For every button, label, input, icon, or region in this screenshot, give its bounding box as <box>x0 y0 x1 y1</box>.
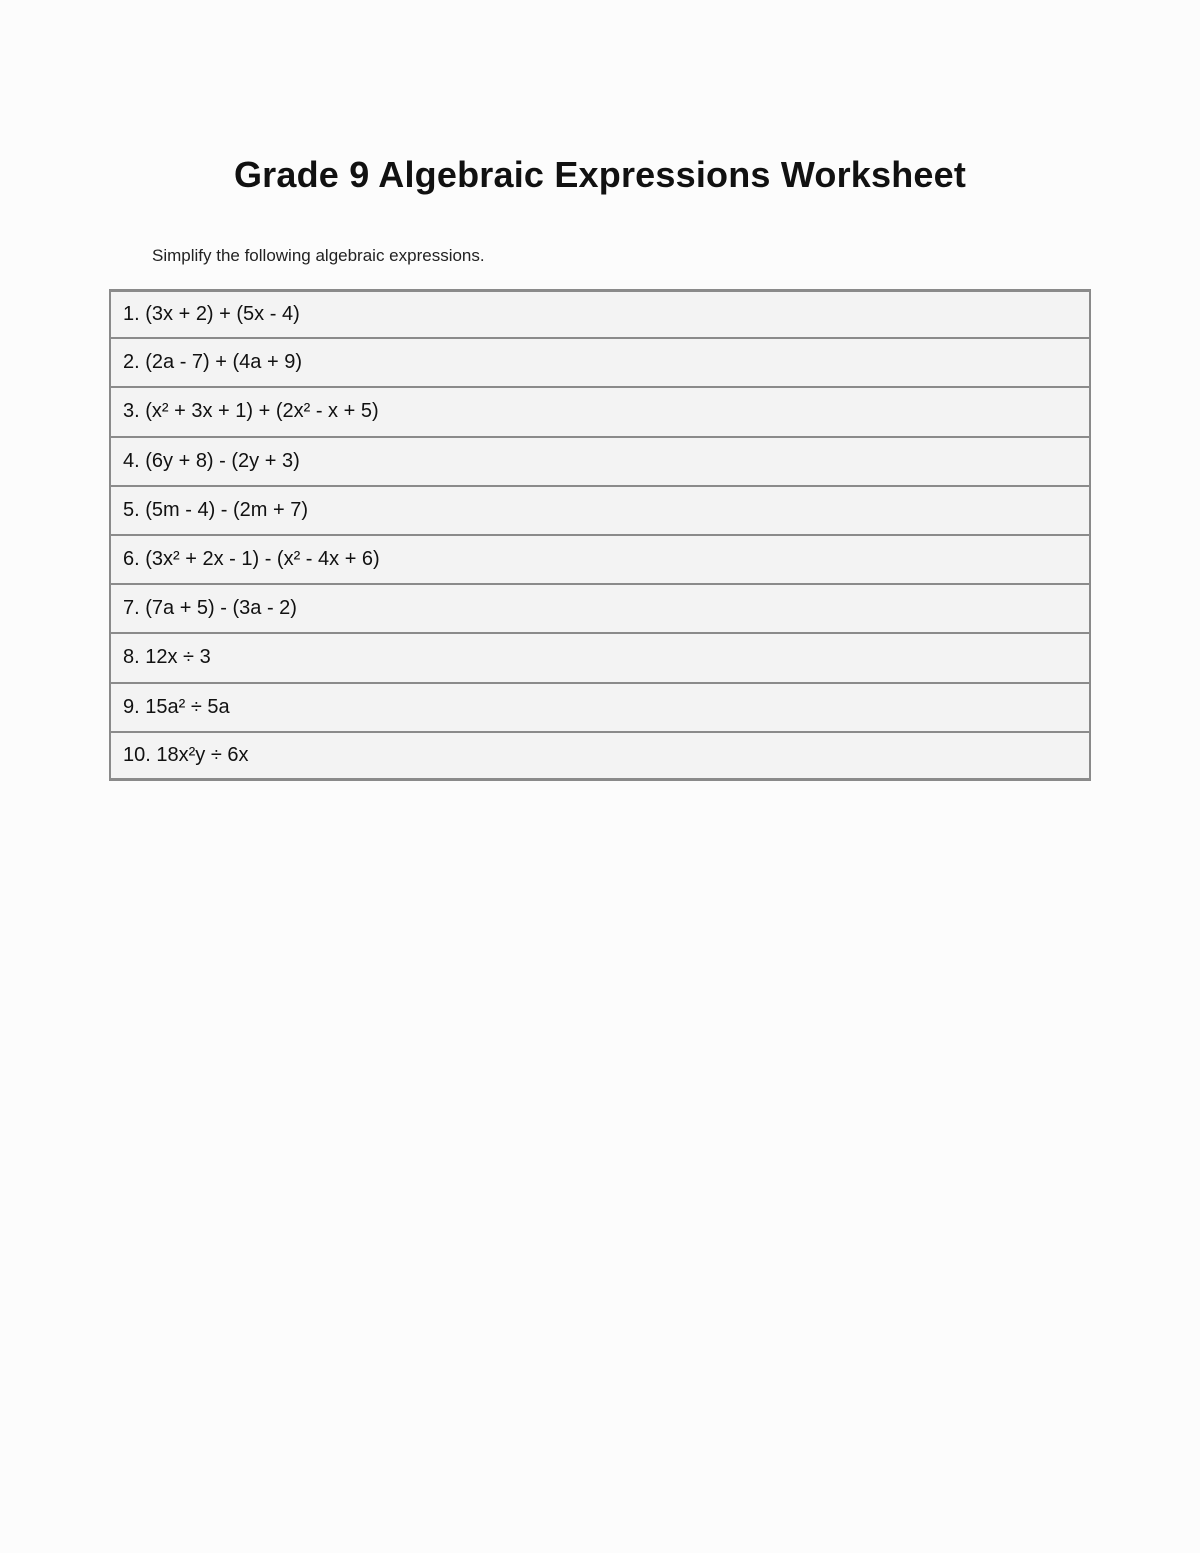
page-title: Grade 9 Algebraic Expressions Worksheet <box>233 154 967 195</box>
problem-row: 10. 18x²y ÷ 6x <box>109 732 1091 781</box>
problem-row: 2. (2a - 7) + (4a + 9) <box>109 338 1091 387</box>
problem-row: 4. (6y + 8) - (2y + 3) <box>109 437 1091 486</box>
problem-list <box>109 289 1091 781</box>
problem-row: 6. (3x² + 2x - 1) - (x² - 4x + 6) <box>109 535 1091 584</box>
problem-row: 8. 12x ÷ 3 <box>109 633 1091 682</box>
instructions-text: Simplify the following algebraic expressions. <box>152 246 485 265</box>
problem-row: 1. (3x + 2) + (5x - 4) <box>109 289 1091 338</box>
problem-row: 3. (x² + 3x + 1) + (2x² - x + 5) <box>109 387 1091 436</box>
problem-row: 5. (5m - 4) - (2m + 7) <box>109 486 1091 535</box>
problem-row: 9. 15a² ÷ 5a <box>109 683 1091 732</box>
problem-row: 7. (7a + 5) - (3a - 2) <box>109 584 1091 633</box>
